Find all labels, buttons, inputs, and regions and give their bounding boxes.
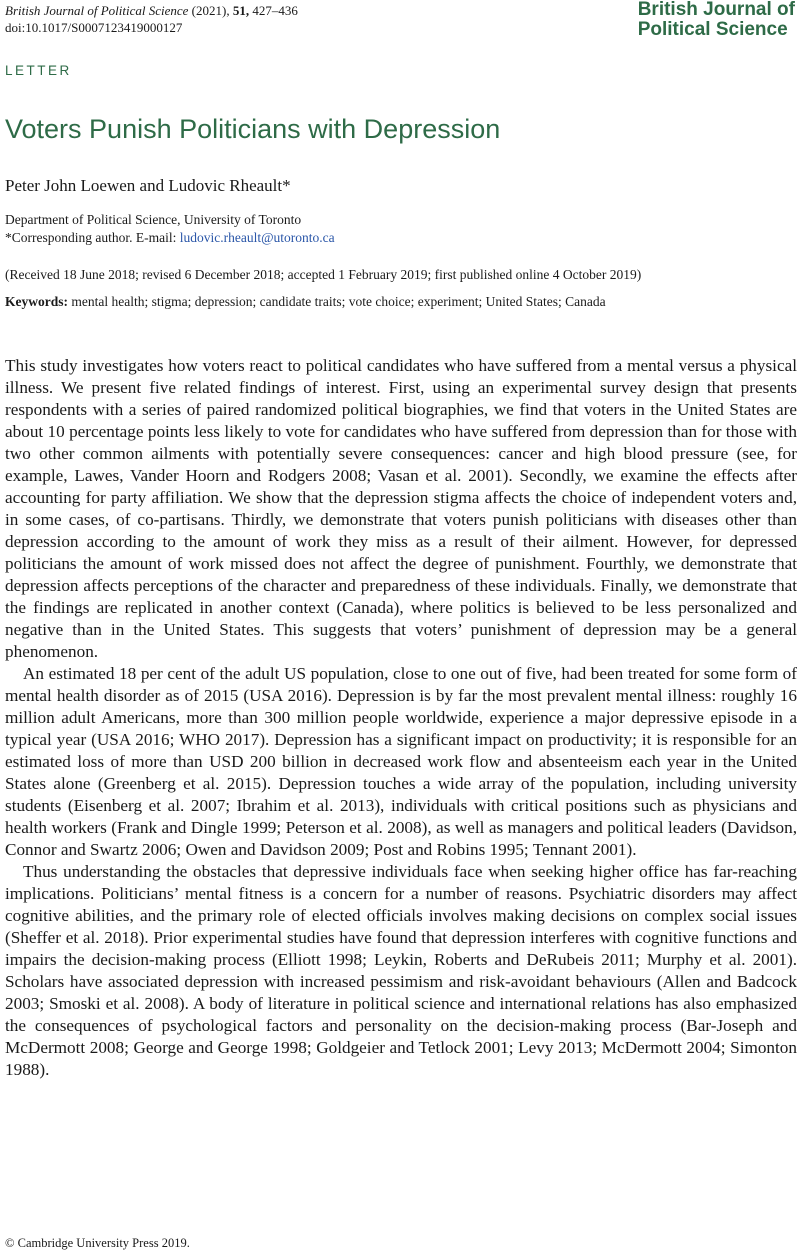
running-header [5,2,298,36]
received-dates: (Received 18 June 2018; revised 6 December 2018; accepted 1 February 2019; first published online 4 October 2019) [5,267,642,282]
doi[interactable]: doi:10.1017/S0007123419000127 [5,20,183,35]
affiliation: Department of Political Science, University of Toronto [5,212,302,227]
journal-volume: 51, [232,3,250,18]
article-type-label: LETTER [5,63,72,78]
journal-logo [638,0,795,40]
email-link[interactable]: ludovic.rheault@utoronto.ca [179,230,335,245]
article-body [5,355,797,1081]
journal-logo-line2: Political Science [637,19,788,40]
paragraph: An estimated 18 per cent of the adult US population, close to one out of five, had been treated for some form of mental health disorder as of 2015 (USA 2016). Depression is by far the most prevalent mental illness: roughly 16 million adult Americans, more than 300 million people worldwide, experience a major depressive episode in a typical year (USA 2016; WHO 2017). Depression has a significant impact on productivity; it is responsible for an estimated loss of more than USD 200 billion in decreased work flow and absenteeism each year in the United States alone (Greenberg et al. 2015). Depression touches a wide array of the population, including university students (Eisenberg et al. 2007; Ibrahim et al. 2013), individuals with critical positions such as physicians and health workers (Frank and Dingle 1999; Peterson et al. 2008), as well as managers and political leaders (Davidson, Connor and Swartz 2006; Owen and Davidson 2009; Post and Robins 1995; Tennant 2001). [5,664,797,859]
keywords-label: Keywords: [5,294,68,309]
copyright: © Cambridge University Press 2019. [5,1236,190,1250]
article-title: Voters Punish Politicians with Depression [5,114,501,144]
journal-year: (2021), [191,3,230,18]
corresponding-author [5,229,335,247]
journal-name: British Journal of Political Science [5,3,189,18]
journal-logo-line1: British Journal of [637,0,795,20]
affiliation-block [5,211,335,247]
corresponding-prefix: *Corresponding author. E-mail: [5,230,180,245]
journal-pages: 427–436 [252,3,298,18]
paragraph-abstract: This study investigates how voters react to political candidates who have suffered from a mental versus a physical illness. We present five related findings of interest. First, using an experimental survey design that presents respondents with a series of paired randomized political biographies, we find that voters in the United States are about 10 percentage points less likely to vote for candidates who have suffered from depression than for those with two other common ailments with potentially severe consequences: cancer and high blood pressure (see, for example, Lawes, Vander Hoorn and Rodgers 2008; Vasan et al. 2001). Secondly, we examine the effects after accounting for party affiliation. We show that the depression stigma affects the choice of independent voters and, in some cases, of co-partisans. Thirdly, we demonstrate that voters punish politicians with diseases other than depression according to the amount of work they miss as a result of their ailment. However, for depressed politicians the amount of work missed does not affect the degree of punishment. Fourthly, we demonstrate that depression affects perceptions of the character and preparedness of these individuals. Finally, we demonstrate that the findings are replicated in another context (Canada), where politics is believed to be less personalized and negative than in the United States. This suggests that voters’ punishment of depression may be a general phenomenon. [5,356,797,661]
authors: Peter John Loewen and Ludovic Rheault* [5,176,291,195]
keywords-list: mental health; stigma; depression; candidate traits; vote choice; experiment; United States; Canada [68,294,606,309]
paragraph: Thus understanding the obstacles that depressive individuals face when seeking higher office has far-reaching implications. Politicians’ mental fitness is a concern for a number of reasons. Psychiatric disorders may affect cognitive abilities, and the primary role of elected officials involves making decisions on complex social issues (Sheffer et al. 2018). Prior experimental studies have found that depression interferes with cognitive functions and impairs the decision-making process (Elliott 1998; Leykin, Roberts and DeRubeis 2011; Murphy et al. 2001). Scholars have associated depression with increased pessimism and risk-avoidant behaviours (Allen and Badcock 2003; Smoski et al. 2008). A body of literature in political science and international relations has also emphasized the consequences of psychological factors and personality on the decision-making process (Bar-Joseph and McDermott 2008; George and George 1998; Goldgeier and Tetlock 2001; Levy 2013; McDermott 2004; Simonton 1988). [5,862,797,1079]
journal-citation [5,2,298,19]
keywords [5,294,606,310]
